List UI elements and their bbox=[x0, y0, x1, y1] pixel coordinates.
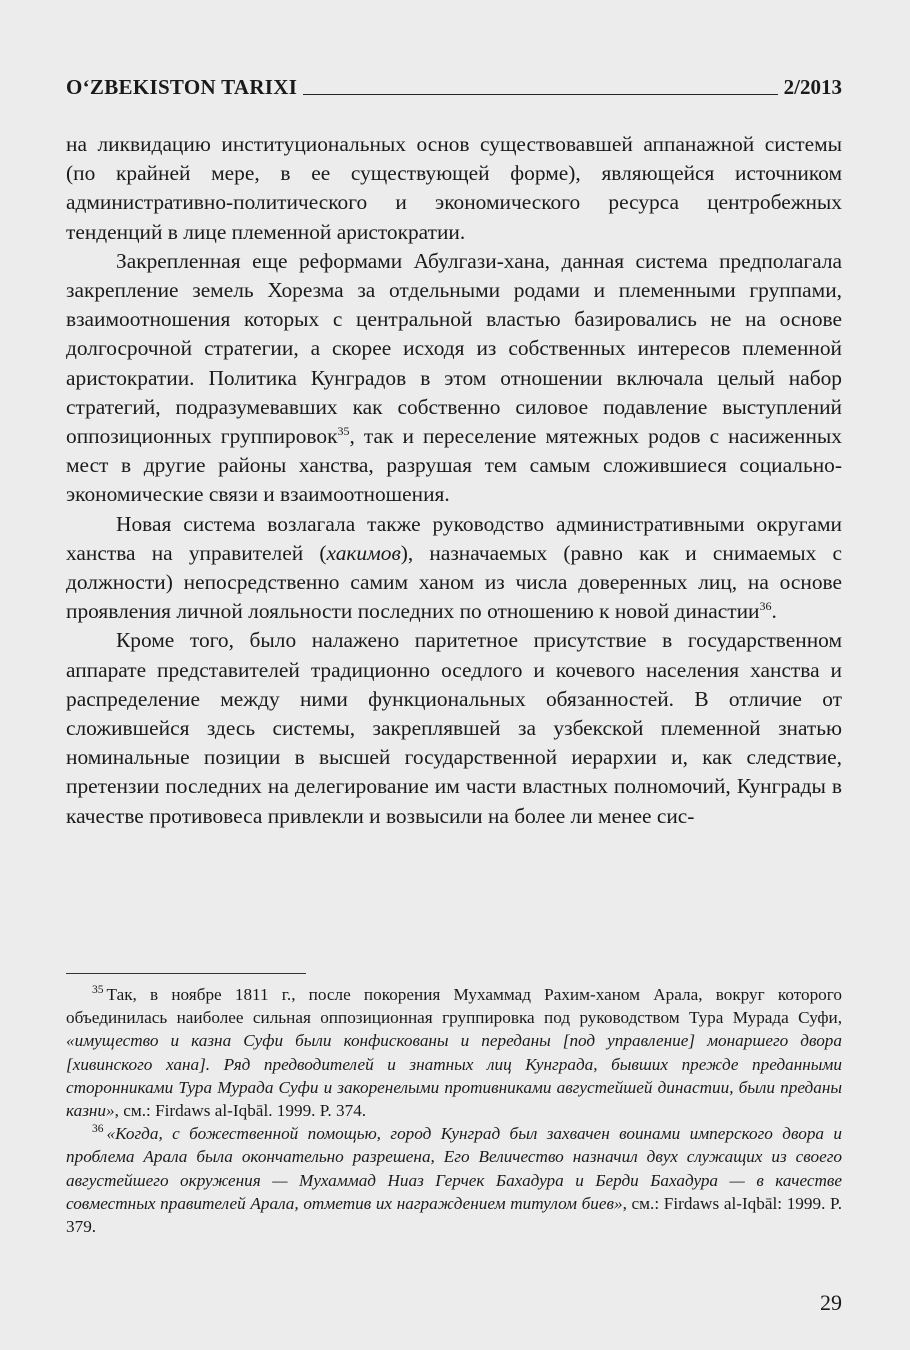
paragraph-2: Закрепленная еще реформами Абулгази-хана, данная система предполагала закрепление земель Хорезма за отдельными родами и племенными группами, взаимоотношения которых с центральной властью базировались не на основе долгосрочной стратегии, а скорее исходя из собственных интересов племенной аристократии. Политика Кунградов в этом отношении включала целый набор стратегий, подразумевавших как собственно силовое подавление выступлений оппозиционных группировок$^{35}$, так и переселение мятежных родов с насиженных мест в другие районы ханства, разрушая тем самым сложившиеся социально-экономические связи и взаимоотношения. bbox=[66, 248, 842, 507]
footnote-number: 35 bbox=[92, 984, 104, 997]
page-number: 29 bbox=[820, 1290, 842, 1315]
footnote-ref-35[interactable]: 35 bbox=[337, 423, 350, 438]
paragraph-3: Новая система возлагала также руководство административными округами ханства на управителей (хакимов), назначаемых (равно как и снимаемых с должности) непосредственно самим ханом из числа доверенных лиц, на основе проявления личной лояльности последних по отношению к новой династии$^{36}$. bbox=[66, 511, 842, 624]
journal-title: O‘ZBEKISTON TARIXI bbox=[66, 75, 298, 99]
paragraph-4: Кроме того, было налажено паритетное присутствие в государственном аппарате представителей традиционно оседлого и кочевого населения ханства и распределение между ними функциональных обязанностей. В отличие от сложившейся здесь системы, закреплявшей за узбекской племенной знатью номинальные позиции в высшей государственной иерархии и, как следствие, претензии последних на делегирование им части властных полномочий, Кунграды в качестве противовеса привлекли и возвысили на более ли менее сис- bbox=[66, 628, 842, 828]
footnote-36: $^{36}$ «Когда, с божественной помощью, город Кунград был захвачен воинами имперского двора и проблема Арала была окончательно разрешена, Его Величество назначил двух служащих из своего августейшего окружения — Мухаммад Ниаз Герчек Бахадура и Берди Бахадура — в качестве совместных правителей Арала, отметив их награждением титулом биев», см.: Firdaws al-Iqbāl: 1999. P. 379. bbox=[66, 1123, 842, 1237]
footnote-separator bbox=[66, 973, 306, 974]
header-rule bbox=[303, 93, 777, 95]
footnotes bbox=[66, 983, 842, 1238]
footnote-35: $^{35}$ Так, в ноябре 1811 г., после покорения Мухаммад Рахим-ханом Арала, вокруг которого объединилась наиболее сильная оппозиционная группировка под руководством Тура Мурада Суфи, «имущество и казна Суфи были конфискованы и переданы [под управление] монаршего двора [хивинского хана]. Ряд предводителей и знатных лиц Кунграда, бывших прежде преданными сторонниками Тура Мурада Суфи и закоренелыми противниками августейшей династии, были преданы казни», см.: Firdaws al-Iqbāl. 1999. P. 374. bbox=[66, 984, 842, 1121]
paragraph-1: на ликвидацию институциональных основ существовавшей аппанажной системы (по крайней мере, в ее существующей форме), являющейся источником административно-политического и экономического ресурса центробежных тенденций в лице племенной аристократии. bbox=[66, 132, 842, 244]
footnote-number: 36 bbox=[92, 1123, 104, 1136]
footnote-ref-36[interactable]: 36 bbox=[759, 599, 772, 614]
body-text bbox=[66, 130, 842, 831]
issue-number: 2/2013 bbox=[783, 75, 842, 99]
running-header bbox=[66, 70, 842, 100]
